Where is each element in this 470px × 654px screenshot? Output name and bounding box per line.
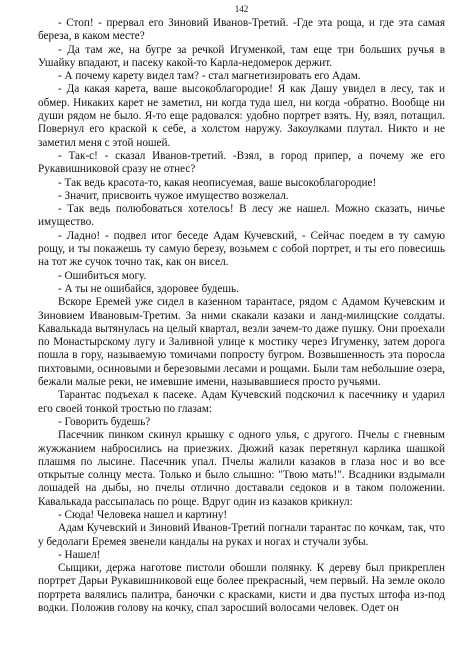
paragraph: Сыщики, держа наготове пистоли обошли полянку. К дереву был прикреплен портрет Дарьи Рукавишниковой еще более прекрасный, чем первый. На земле около портрета валялись палитра, баночки с красками, кисти и два пустых штофа из-под водки. Положив голову на кочку, спал заросший волосами человек. Одет он bbox=[38, 562, 445, 615]
paragraph: Тарантас подъехал к пасеке. Адам Кучевский подскочил к пасечнику и ударил его своей тонкой тростью по глазам: bbox=[38, 389, 445, 415]
paragraph: - Так-с! - сказал Иванов-третий. -Взял, в город припер, а почему же его Рукавишниковой сразу не отнес? bbox=[38, 149, 445, 176]
paragraph: - Говорить будешь? bbox=[58, 415, 151, 428]
paragraph: - Стоп! - прервал его Зиновий Иванов-Третий. -Где эта роща, и где эта самая береза, в каком месте? bbox=[38, 17, 445, 43]
paragraph: - Да какая карета, ваше высокоблагородие! Я как Дашу увидел в лесу, так и обмер. Никаких карет не заметил, ни когда туда шел, ни когда -обратно. Вообще ни души рядом не было. Я-то еще радовался: удобно портрет взять. Ну, взял, потащил. Повернул его краской к себе, а холстом наружу. Закоулками плутал. Никто и не заметил меня с этой ношей. bbox=[38, 83, 445, 149]
paragraph: - Значит, присвоить чужое имущество возжелал. bbox=[58, 189, 289, 202]
paragraph: - Так ведь полюбоваться хотелось! В лесу же нашел. Можно сказать, ничье имущество. bbox=[38, 203, 445, 229]
paragraph: - Ладно! - подвел итог беседе Адам Кучевский, - Сейчас поедем в ту самую рощу, и ты покажешь ту самую березу, возьмем с собой портрет, и ты его повесишь на тот же сучок точно так, как он висел. bbox=[38, 229, 445, 269]
paragraph: Вскоре Еремей уже сидел в казенном тарантасе, рядом с Адамом Кучевским и Зиновием Ивановым-Третим. За ними скакали казаки и ланд-милицские солдаты. Кавалькада вытянулась на целый квартал, везли зачем-то даже пушку. Они проехали по Монастырскому лугу и Заливной улице к мостику через Игуменку, затем дорога пошла в гору, называемую томичами попросту бугром. Возвышенность эта поросла пихтовыми, осиновыми и березовыми лесами и рощами. Были там небольшие озера, бежали малые реки, не имевшие имени, называвшиеся просто ручьями. bbox=[38, 296, 445, 389]
paragraph: - Нашел! bbox=[58, 548, 101, 561]
page-text bbox=[38, 17, 445, 615]
paragraph: - А ты не ошибайся, здоровее будешь. bbox=[58, 282, 239, 295]
paragraph: - Так ведь красота-то, какая неописуемая, ваше высокоблагородие! bbox=[58, 176, 377, 189]
paragraph: - Ошибиться могу. bbox=[58, 269, 147, 282]
paragraph: - А почему карету видел там? - стал магнетизировать его Адам. bbox=[58, 70, 361, 83]
paragraph: - Да там же, на бугре за речкой Игуменкой, там еще три больших ручья в Ушайку впадают, и пасеку какой-то Карла-недомерок держит. bbox=[38, 43, 445, 69]
paragraph: Адам Кучевский и Зиновий Иванов-Третий погнали тарантас по кочкам, так, что у бедолаги Еремея звенели кандалы на руках и ногах и стучали зубы. bbox=[38, 522, 445, 548]
page-number: 142 bbox=[234, 4, 249, 14]
paragraph: - Сюда! Человека нашел и картину! bbox=[58, 508, 228, 521]
paragraph: Пасечник пинком скинул крышку с одного улья, с другого. Пчелы с гневным жужжанием набросились на приезжих. Дюжий казак перетянул карлика шашкой плашмя по лысине. Пасечник упал. Пчелы жалили казаков в глаза нос и во все открытые солнцу места. Только и было слышно: "Твою мать!". Всадники вздымали лошадей на дыбы, но пчелы отлично доставали седоков и в таком положении. Кавалькада рассыпалась по роще. Вдруг один из казаков крикнул: bbox=[38, 429, 445, 508]
